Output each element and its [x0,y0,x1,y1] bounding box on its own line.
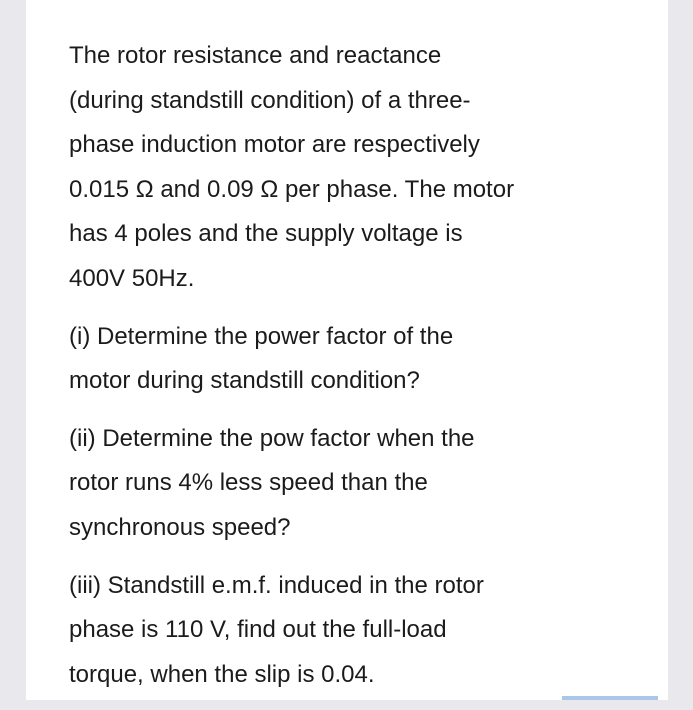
question-text [69,34,649,710]
text-line: torque, when the slip is 0.04. [69,660,375,688]
text-line: The rotor resistance and reactance [69,42,442,69]
text-line: phase induction motor are respectively [69,131,480,159]
question-part-ii [69,417,649,551]
text-line: motor during standstill condition? [69,367,420,395]
scroll-indicator [562,696,658,700]
text-line: has 4 poles and the supply voltage is [69,220,463,248]
question-part-i [69,315,649,404]
text-line: (iii) Standstill e.m.f. induced in the rotor [69,571,484,599]
question-part-iii [69,564,649,698]
question-card [26,0,668,700]
text-line: (during standstill condition) of a three- [69,86,471,114]
text-line: phase is 110 V, find out the full-load [69,616,447,644]
text-line: (i) Determine the power factor of the [69,322,454,350]
text-line: 400V 50Hz. [69,264,195,292]
text-line: 0.015 Ω and 0.09 Ω per phase. The motor [69,175,515,203]
text-line: synchronous speed? [69,513,291,541]
text-line: (ii) Determine the pow factor when the [69,424,475,452]
question-intro [69,34,649,302]
text-line: rotor runs 4% less speed than the [69,469,428,497]
